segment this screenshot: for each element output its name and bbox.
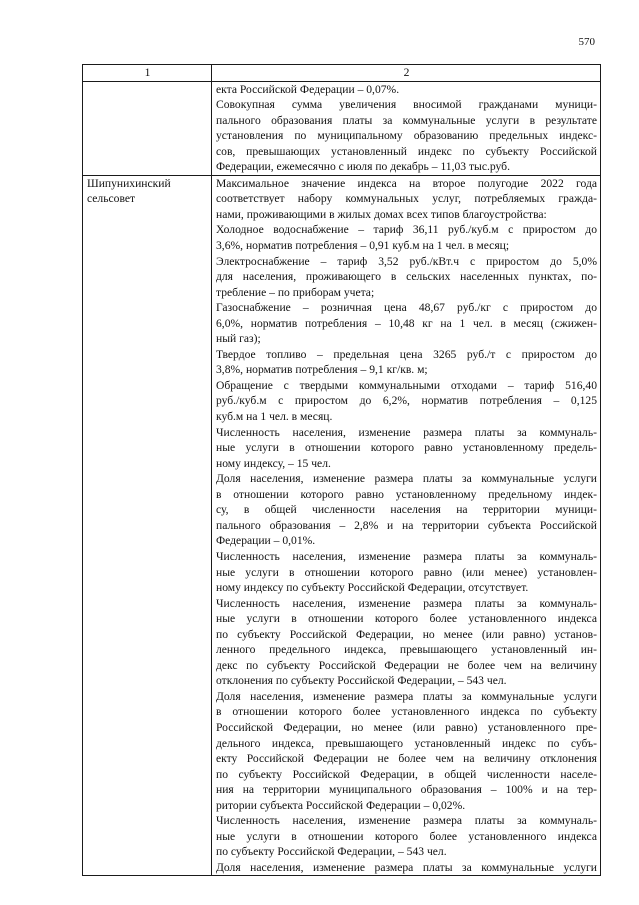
text-line: нами, проживающими в жилых домах всех типов благоустройства: (216, 207, 547, 221)
table-row (83, 81, 601, 175)
text-line: Обращение с твердыми коммунальными отходами – тариф 516,40 (216, 378, 597, 392)
text-line: ния на территории муниципального образования – 100% и на тер- (216, 783, 597, 797)
text-line: 3,8%, норматив потребления – 9,1 кг/кв. м; (216, 363, 428, 377)
text-line: пального образования платы за коммунальные услуги в результате (216, 113, 597, 127)
text-line: Газоснабжение – розничная цена 48,67 руб./кг с приростом до (216, 301, 597, 315)
text-line: су, в общей численности населения на территории муници- (216, 503, 597, 517)
text-line: ному индексу, – 15 чел. (216, 456, 331, 470)
text-line: Федерации – 0,01%. (216, 534, 316, 548)
text-line: Доля населения, изменение размера платы за коммунальные услуги (216, 472, 597, 486)
text-line: пального образования – 2,8% и на территории субъекта Российской (216, 518, 597, 532)
municipality-name-line: сельсовет (87, 192, 136, 206)
text-line: Твердое топливо – предельная цена 3265 руб./т с приростом до (216, 347, 597, 361)
text-line: по субъекту Российской Федерации, но менее (или равно) установ- (216, 627, 597, 641)
municipality-cell (83, 175, 212, 876)
page-number: 570 (578, 36, 595, 48)
text-line: Электроснабжение – тариф 3,52 руб./кВт.ч с приростом до 5,0% (216, 254, 597, 268)
text-line: Доля населения, изменение размера платы за коммунальные услуги (216, 689, 597, 703)
text-line: Холодное водоснабжение – тариф 36,11 руб./куб.м с приростом до (216, 223, 597, 237)
text-line: Российской Федерации, но менее (или равно) установленного пре- (216, 720, 597, 734)
text-line: по субъекту Российской Федерации, – 543 чел. (216, 845, 447, 859)
text-line: в отношении которого равно установленному предельному индек- (216, 487, 597, 501)
text-line: ные услуги в отношении которого равно (или менее) установлен- (216, 565, 597, 579)
text-line: 6,0%, норматив потребления – 10,48 кг на 1 чел. в месяц (сжижен- (216, 316, 597, 330)
municipality-cell (83, 81, 212, 175)
text-line: ритории субъекта Российской Федерации – 0,02%. (216, 798, 466, 812)
text-line: по субъекту Российской Федерации, в общей численности населе- (216, 767, 597, 781)
text-line: ные услуги в отношении которого более установленного индекса (216, 612, 597, 626)
text-line: ный газ); (216, 332, 261, 346)
column-header-1: 1 (83, 65, 212, 82)
text-line: ленного предельного индекса, превышающего установленный ин- (216, 643, 597, 657)
text-line: ному индексу по субъекту Российской Федерации, отсутствует. (216, 581, 529, 595)
text-line: Федерации, ежемесячно с июля по декабрь – 11,03 тыс.руб. (216, 160, 510, 174)
text-line: для населения, проживающего в сельских населенных пунктах, по- (216, 270, 597, 284)
column-header-2: 2 (212, 65, 601, 82)
table-row (83, 175, 601, 876)
text-line: Численность населения, изменение размера платы за коммуналь- (216, 549, 597, 563)
text-line: соответствует набору коммунальных услуг, потребляемых гражда- (216, 192, 597, 206)
municipality-name-line: Шипунихинский (87, 176, 171, 190)
text-line: требление – по приборам учета; (216, 285, 375, 299)
document-table (82, 64, 601, 876)
description-cell (212, 81, 601, 175)
text-line: екта Российской Федерации – 0,07%. (216, 82, 400, 96)
text-line: дельного индекса, превышающего установленный индекс по субъ- (216, 736, 597, 750)
text-line: Численность населения, изменение размера платы за коммуналь- (216, 425, 597, 439)
text-line: Численность населения, изменение размера платы за коммуналь- (216, 814, 597, 828)
text-line: сов, превышающих установленный индекс по субъекту Российской (216, 144, 597, 158)
text-line: установления по муниципальному образованию предельных индекс- (216, 129, 597, 143)
text-line: куб.м на 1 чел. в месяц. (216, 410, 333, 424)
text-line: Совокупная сумма увеличения вносимой гражданами муници- (216, 98, 597, 112)
text-line: ные услуги в отношении которого более установленного индекса (216, 829, 597, 843)
table-body (83, 81, 601, 876)
text-line: екту Российской Федерации не более чем на величину отклонения (216, 752, 597, 766)
table-header-row (83, 65, 601, 82)
description-cell (212, 175, 601, 876)
text-line: 3,6%, норматив потребления – 0,91 куб.м на 1 чел. в месяц; (216, 239, 510, 253)
text-line: в отношении которого более установленного индекса по субъекту (216, 705, 597, 719)
text-line: руб./куб.м с приростом до 6,2%, норматив потребления – 0,125 (216, 394, 597, 408)
text-line: декс по субъекту Российской Федерации не более чем на величину (216, 658, 597, 672)
text-line: Доля населения, изменение размера платы за коммунальные услуги (216, 860, 597, 874)
text-line: отклонения по субъекту Российской Федерации, – 543 чел. (216, 674, 507, 688)
text-line: Максимальное значение индекса на второе полугодие 2022 года (216, 176, 597, 190)
text-line: ные услуги в отношении которого равно установленному предель- (216, 441, 597, 455)
text-line: Численность населения, изменение размера платы за коммуналь- (216, 596, 597, 610)
